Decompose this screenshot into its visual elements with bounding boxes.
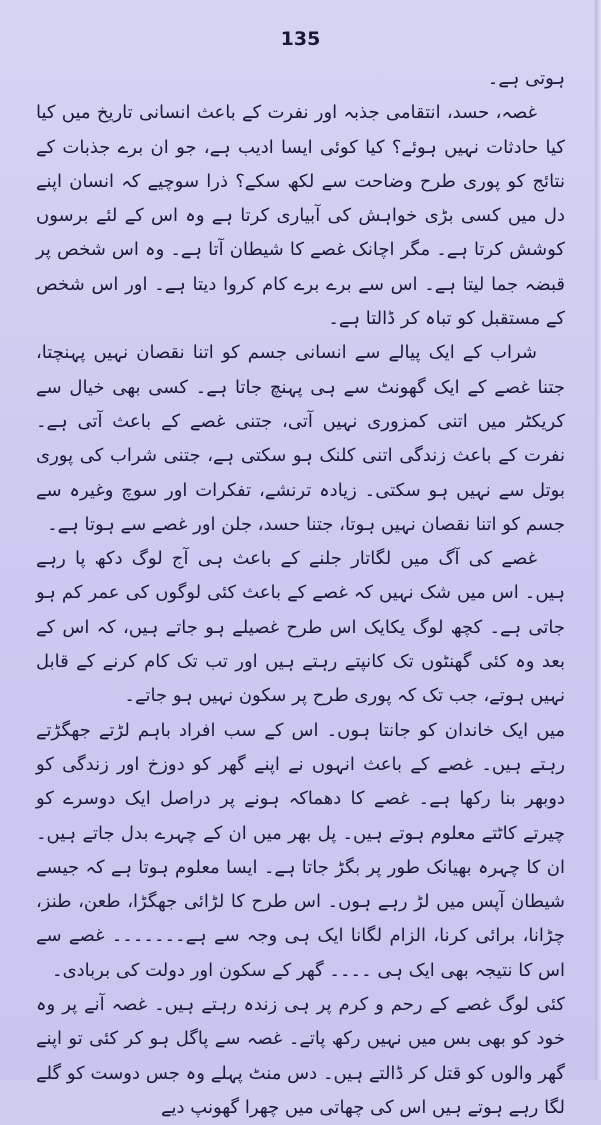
paragraph: شراب کے ایک پیالے سے انسانی جسم کو اتنا نقصان نہیں پہنچتا، جتنا غصے کے ایک گھونٹ سے ہی پہنچ جاتا ہے۔ کسی بھی خیال سے کریکٹر میں اتنی کمزوری نہیں آتی، جتنی غصے کے باعث آتی ہے۔ نفرت کے باعث زندگی اتنی کلنک ہو سکتی ہے، جتنی شراب کی پوری بوتل سے نہیں ہو سکتی۔ زیادہ ترنشے، تفکرات اور سوچ وغیرہ سے جسم کو اتنا نقصان نہیں ہوتا، جتنا حسد، جلن اور غصے سے ہوتا ہے۔ [36, 342, 565, 535]
paragraph-continuation: ہوتی ہے۔ [487, 68, 565, 89]
paragraph: غصہ، حسد، انتقامی جذبہ اور نفرت کے باعث انسانی تاریخ میں کیا کیا حادثات نہیں ہوئے؟ کیا کوئی ایسا ادیب ہے، جو ان برے جذبات کے نتائج کو پوری طرح وضاحت سے لکھ سکے؟ ذرا سوچیے کہ انسان اپنے دل میں کسی بڑی خواہش کی آبیاری کرتا ہے وہ اس کے لئے برسوں کوشش کرتا ہے۔ مگر اچانک غصے کا شیطان آتا ہے۔ وہ اس شخص پر قبضہ جما لیتا ہے۔ اس سے برے برے کام کروا دیتا ہے۔ اور اس شخص کے مستقبل کو تباہ کر ڈالتا ہے۔ [36, 102, 565, 330]
page-number: 135 [280, 28, 321, 50]
page-edge [595, 0, 601, 1080]
body-text [36, 62, 565, 1125]
paragraph: کئی لوگ غصے کے رحم و کرم پر ہی زندہ رہتے ہیں۔ غصہ آنے پر وہ خود کو بھی بس میں نہیں رکھ پاتے۔ غصہ سے پاگل ہو کر کئی تو اپنے گھر والوں کو قتل کر ڈالتے ہیں۔ دس منٹ پہلے وہ جس دوست کو گلے لگا رہے ہوتے ہیں اس کی چھاتی میں چھرا گھونپ دیے [36, 994, 565, 1118]
paragraph: غصے کی آگ میں لگاتار جلنے کے باعث ہی آج لوگ دکھ پا رہے ہیں۔ اس میں شک نہیں کہ غصے کے باعث کئی لوگوں کی عمر کم ہو جاتی ہے۔ کچھ لوگ یکایک اس طرح غصیلے ہو جاتے ہیں، کہ اس کے بعد وہ کئی گھنٹوں تک کانپتے رہتے ہیں اور تب تک کام کرنے کے قابل نہیں ہوتے، جب تک کہ پوری طرح پر سکون نہیں ہو جاتے۔ [36, 548, 565, 707]
paragraph: میں ایک خاندان کو جانتا ہوں۔ اس کے سب افراد باہم لڑتے جھگڑتے رہتے ہیں۔ غصے کے باعث انہوں نے اپنے گھر کو دوزخ اور زندگی کو دوبھر بنا رکھا ہے۔ غصے کا دھماکہ ہونے پر دراصل ایک دوسرے کو چیرتے کاٹتے معلوم ہوتے ہیں۔ پل بھر میں ان کے چہرے بدل جاتے ہیں۔ ان کا چہرہ بھیانک طور پر بگڑ جاتا ہے۔ ایسا معلوم ہوتا ہے کہ جیسے شیطان آپس میں لڑ رہے ہوں۔ اس طرح کا لڑائی جھگڑا، طعن، طنز، چڑانا، برائی کرنا، الزام لگانا ایک ہی وجہ سے ہے۔۔۔۔۔۔۔ غصے سے اس کا نتیجہ بھی ایک ہی ۔۔۔۔ گھر کے سکون اور دولت کی بربادی۔ [36, 719, 565, 981]
